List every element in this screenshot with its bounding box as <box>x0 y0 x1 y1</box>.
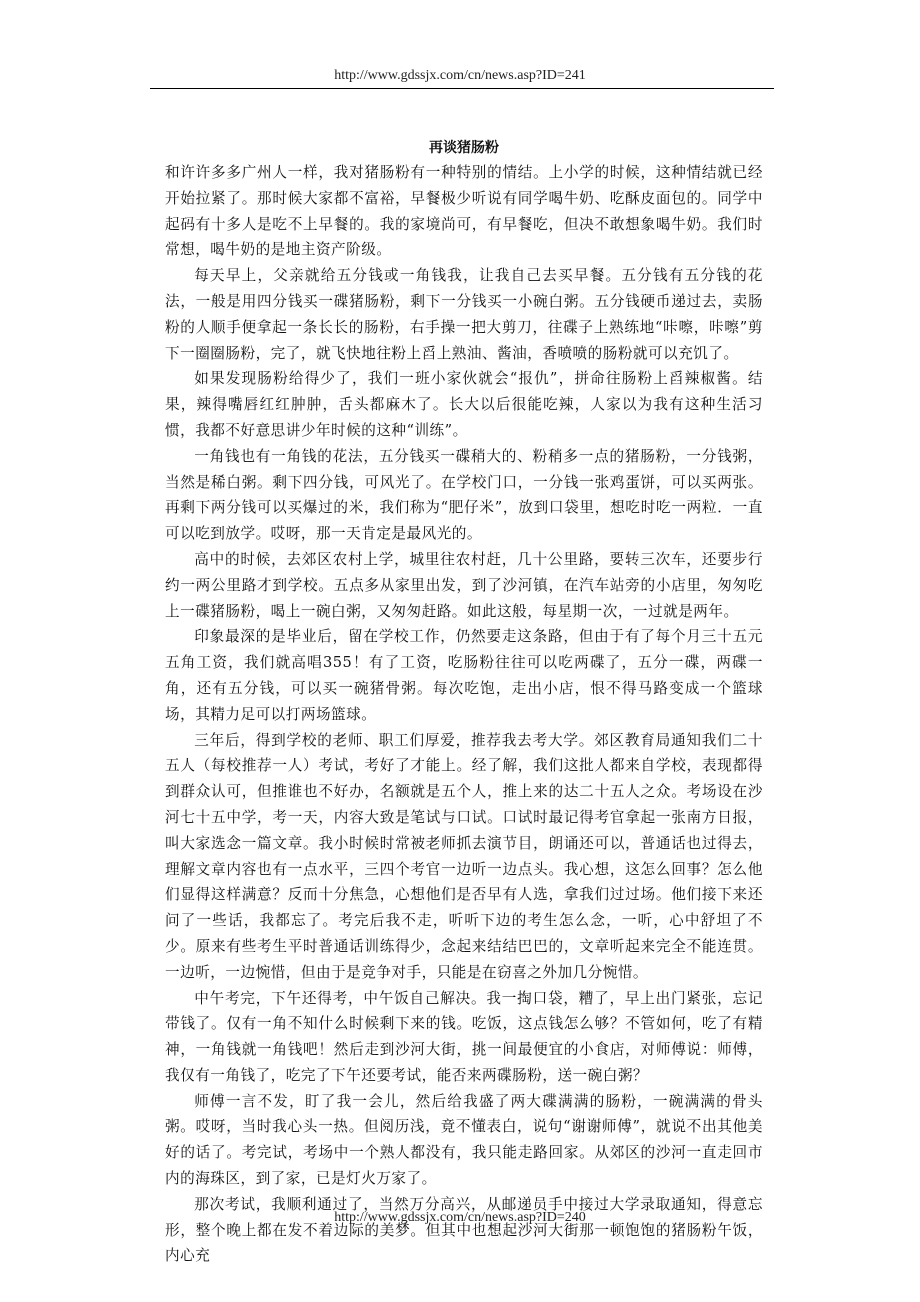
paragraph: 如果发现肠粉给得少了，我们一班小家伙就会“报仇”，拼命往肠粉上舀辣椒酱。结果，辣得嘴唇红红肿肿，舌头都麻木了。长大以后很能吃辣，人家以为我有这种生活习惯，我都不好意思讲少年时候的这种“训练”。 <box>165 370 763 439</box>
header-url: http://www.gdssjx.com/cn/news.asp?ID=241 <box>334 68 586 83</box>
paragraph: 高中的时候，去郊区农村上学，城里往农村赶，几十公里路，要转三次车，还要步行约一两公里路才到学校。五点多从家里出发，到了沙河镇，在汽车站旁的小店里，匆匆吃上一碟猪肠粉，喝上一碗白粥，又匆匆赶路。如此这般，每星期一次，一过就是两年。 <box>165 550 763 620</box>
article-title: 再谈猪肠粉 <box>429 140 499 156</box>
header-divider <box>150 88 774 89</box>
paragraph: 和许许多多广州人一样，我对猪肠粉有一种特别的情结。上小学的时候，这种情结就已经开始拉紧了。那时候大家都不富裕，早餐极少听说有同学喝牛奶、吃酥皮面包的。同学中起码有十多人是吃不上早餐的。我的家境尚可，有早餐吃，但决不敢想象喝牛奶。我们时常想，喝牛奶的是地主资产阶级。 <box>165 164 763 259</box>
paragraph: 中午考完，下午还得考，中午饭自己解决。我一掏口袋，糟了，早上出门紧张，忘记带钱了。仅有一角不知什么时候剩下来的钱。吃饭，这点钱怎么够？不管如何，吃了有精神，一角钱就一角钱吧！然后走到沙河大街，挑一间最便宜的小食店，对师傅说：师傅，我仅有一角钱了，吃完了下午还要考试，能否来两碟肠粉，送一碗白粥？ <box>165 989 763 1084</box>
paragraph: 三年后，得到学校的老师、职工们厚爱，推荐我去考大学。郊区教育局通知我们二十五人（每校推荐一人）考试，考好了才能上。经了解，我们这批人都来自学校，表现都得到群众认可，但推谁也不好办，名额就是五个人，推上来的达二十五人之众。考场设在沙河七十五中学，考一天，内容大致是笔试与口试。口试时最记得考官拿起一张南方日报，叫大家选念一篇文章。我小时候时常被老师抓去演节目，朗诵还可以，普通话也过得去，理解文章内容也有一点水平，三四个考官一边听一边点头。我心想，这怎么回事？怎么他们显得这样满意？反而十分焦急，心想他们是否早有人选，拿我们过过场。他们接下来还问了一些话，我都忘了。考完后我不走，听听下边的考生怎么念，一听，心中舒坦了不少。原来有些考生平时普通话训练得少，念起来结结巴巴的，文章听起来完全不能连贯。一边听，一边惋惜，但由于是竞争对手，只能是在窃喜之外加几分惋惜。 <box>165 731 763 981</box>
paragraph: 那次考试，我顺利通过了，当然万分高兴，从邮递员手中接过大学录取通知，得意忘形，整个晚上都在发不着边际的美梦。但其中也想起沙河大街那一顿饱饱的猪肠粉午饭，内心充 <box>165 1195 763 1265</box>
paragraph: 一角钱也有一角钱的花法，五分钱买一碟稍大的、粉稍多一点的猪肠粉，一分钱粥，当然是稀白粥。剩下四分钱，可风光了。在学校门口，一分钱一张鸡蛋饼，可以买两张。再剩下两分钱可以买爆过的米，我们称为“肥仔米”，放到口袋里，想吃时吃一两粒．一直可以吃到放学。哎呀，那一天肯定是最风光的。 <box>165 447 763 543</box>
paragraph: 每天早上，父亲就给五分钱或一角钱我，让我自己去买早餐。五分钱有五分钱的花法，一般是用四分钱买一碟猪肠粉，剩下一分钱买一小碗白粥。五分钱硬币递过去，卖肠粉的人顺手便拿起一条长长的肠粉，右手操一把大剪刀，往碟子上熟练地“咔嚓，咔嚓”剪下一圈圈肠粉，完了，就飞快地往粉上舀上熟油、酱油，香喷喷的肠粉就可以充饥了。 <box>165 267 763 362</box>
paragraph: 印象最深的是毕业后，留在学校工作，仍然要走这条路，但由于有了每个月三十五元五角工资，我们就高唱355！有了工资，吃肠粉往往可以吃两碟了，五分一碟，两碟一角，还有五分钱，可以买一碗猪骨粥。每次吃饱，走出小店，恨不得马路变成一个篮球场，其精力足可以打两场篮球。 <box>165 628 763 723</box>
footer-url: http://www.gdssjx.com/cn/news.asp?ID=240 <box>334 1210 586 1225</box>
paragraph: 师傅一言不发，盯了我一会儿，然后给我盛了两大碟满满的肠粉，一碗满满的骨头粥。哎呀，当时我心头一热。但阅历浅，竟不懂表白，说句“谢谢师傅”，就说不出其他美好的话了。考完试，考场中一个熟人都没有，我只能走路回家。从郊区的沙河一直走回市内的海珠区，到了家，已是灯火万家了。 <box>165 1092 763 1188</box>
article-body <box>165 138 763 1269</box>
